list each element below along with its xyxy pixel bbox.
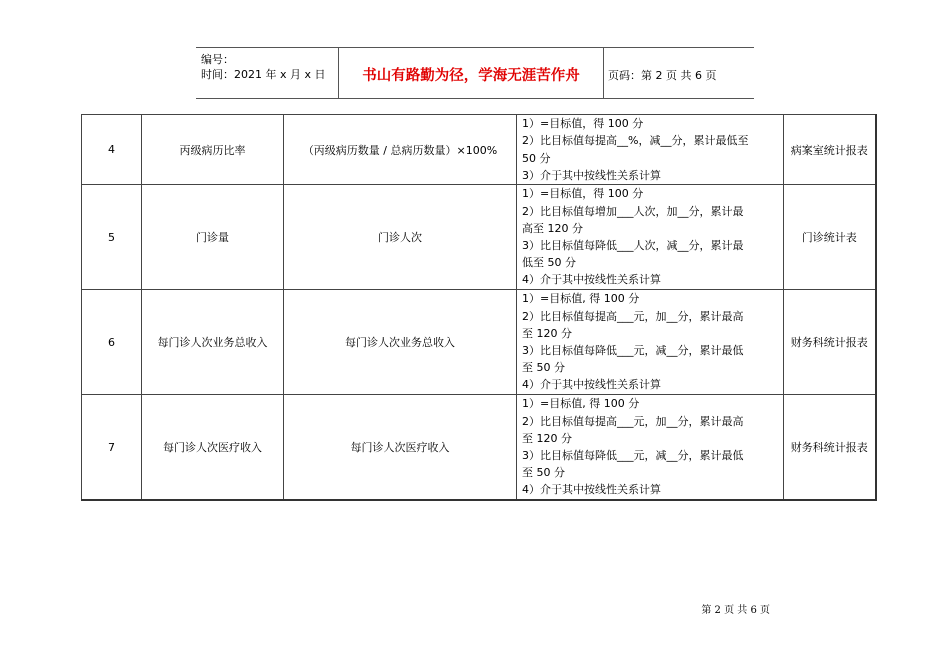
header-page-number: 页码：第 2 页 共 6 页 [608,69,717,82]
indicator-name: 丙级病历比率 [142,115,284,185]
indicator-formula: 每门诊人次业务总收入 [284,290,517,395]
indicator-formula: 每门诊人次医疗收入 [284,395,517,501]
row-number: 6 [82,290,142,395]
header-motto: 书山有路勤为径，学海无涯苦作舟 [362,68,580,84]
indicator-table [81,114,877,501]
rule-line: 3）比目标值每降低___元，减__分，累计最低 [522,449,744,462]
indicator-name: 每门诊人次医疗收入 [142,395,284,501]
rule-line: 4）介于其中按线性关系计算 [522,483,661,497]
table-row [82,115,876,185]
data-source: 财务科统计报表 [784,395,876,501]
row-number: 7 [82,395,142,501]
rule-line: 2）比目标值每提高__%，减__分，累计最低至 [522,134,749,148]
rule-line: 2）比目标值每提高___元，加__分，累计最高 [522,414,744,428]
rule-line: 至 120 分 [522,431,572,445]
document-number-label: 编号： [201,53,234,66]
data-source: 病案室统计报表 [784,115,876,185]
rule-line: 高至 120 分 [522,221,583,235]
scoring-rules [517,115,784,185]
table-row [82,185,876,290]
header-divider [603,48,604,98]
rule-line: 至 120 分 [522,326,572,340]
header-meta [201,52,326,82]
rule-line: 1）=目标值, 得 100 分 [522,292,640,306]
rule-line: 低至 50 分 [522,256,576,270]
rule-line: 至 50 分 [522,361,565,375]
scoring-rules [517,395,784,501]
data-source: 财务科统计报表 [784,290,876,395]
row-number: 5 [82,185,142,290]
rule-line: 3）比目标值每降低___人次，减__分，累计最 [522,239,744,252]
rule-line: 2）比目标值每提高___元，加__分，累计最高 [522,309,744,323]
rule-line: 50 分 [522,151,551,165]
page-footer: 第 2 页 共 6 页 [701,605,770,616]
rule-line: 3）介于其中按线性关系计算 [522,168,661,182]
rule-line: 1）=目标值, 得 100 分 [522,397,640,411]
data-source: 门诊统计表 [784,185,876,290]
scoring-rules [517,290,784,395]
rule-line: 1）=目标值，得 100 分 [522,117,644,131]
row-number: 4 [82,115,142,185]
header-divider [338,48,339,98]
rule-line: 4）介于其中按线性关系计算 [522,273,661,287]
indicator-name: 门诊量 [142,185,284,290]
indicator-name: 每门诊人次业务总收入 [142,290,284,395]
rule-line: 1）=目标值，得 100 分 [522,187,644,201]
indicator-formula: 门诊人次 [284,185,517,290]
page-header [196,47,754,99]
indicator-formula: （丙级病历数量 / 总病历数量）×100% [284,115,517,185]
table-row [82,290,876,395]
document-date: 时间：2021 年 x 月 x 日 [201,68,326,81]
rule-line: 至 50 分 [522,466,565,480]
scoring-rules [517,185,784,290]
rule-line: 4）介于其中按线性关系计算 [522,378,661,392]
table-row [82,395,876,501]
rule-line: 3）比目标值每降低___元，减__分，累计最低 [522,344,744,357]
rule-line: 2）比目标值每增加___人次，加__分，累计最 [522,204,744,218]
